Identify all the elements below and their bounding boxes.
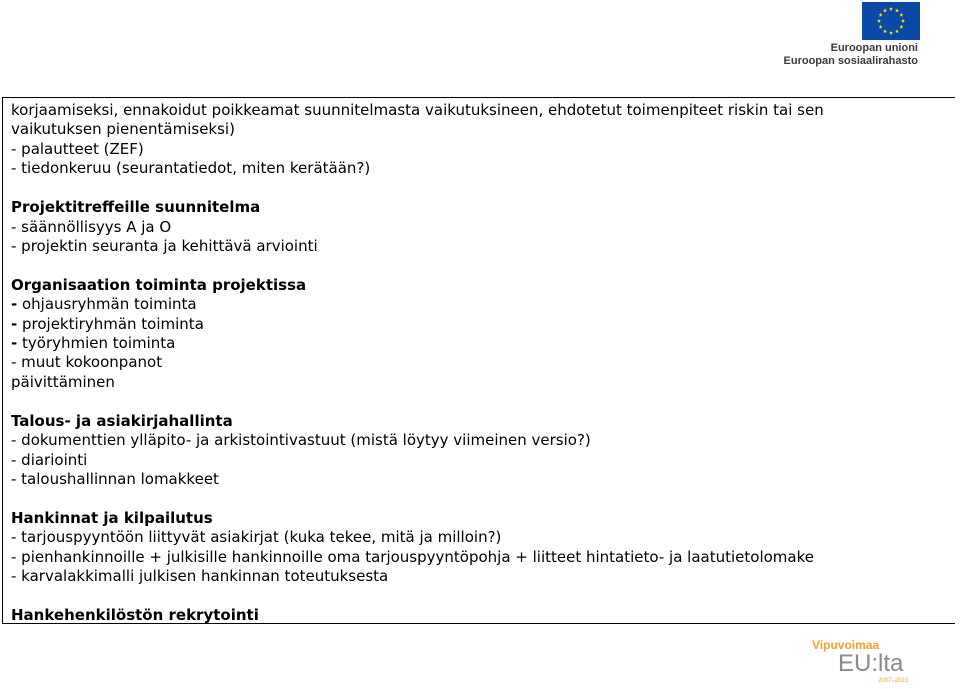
organisaatio-item-5 xyxy=(11,373,946,392)
hankinnat-heading: Hankinnat ja kilpailutus xyxy=(11,509,213,528)
eu-logo-text xyxy=(784,42,918,68)
eu-logo-line1: Euroopan unioni xyxy=(830,42,918,54)
organisaatio-item-1-text: ohjausryhmän toiminta xyxy=(17,295,197,314)
intro-line-4: - tiedonkeruu (seurantatiedot, miten kerätään?) xyxy=(11,159,371,178)
organisaatio-item-3-text: työryhmien toiminta xyxy=(17,334,176,353)
organisaatio-item-3-dash: - xyxy=(11,334,18,353)
talous-item-2: - diariointi xyxy=(11,450,88,469)
intro-line-2: vaikutuksen pienentämiseksi) xyxy=(11,120,235,139)
vipuvoimaa-logo xyxy=(808,638,918,686)
eu-logo-line2: Euroopan sosiaalirahasto xyxy=(783,55,918,67)
intro-line-1: korjaamiseksi, ennakoidut poikkeamat suunnitelmasta vaikutuksineen, ehdotetut toimenpiteet riskin tai sen xyxy=(11,101,824,119)
vipuvoimaa-main-text: EU:lta xyxy=(838,650,904,677)
organisaatio-heading: Organisaation toiminta projektissa xyxy=(11,275,307,294)
eu-flag-logo xyxy=(862,2,920,40)
organisaatio-item-1-dash: - xyxy=(11,295,18,314)
projektitreffeille-item-1: - säännöllisyys A ja O xyxy=(11,217,172,236)
talous-heading: Talous- ja asiakirjahallinta xyxy=(11,411,233,430)
organisaatio-item-5-text: päivittäminen xyxy=(11,372,115,391)
content-box xyxy=(2,97,955,624)
document-text xyxy=(11,101,946,626)
vipuvoimaa-top-text: Vipuvoimaa xyxy=(812,638,880,652)
hankinnat-item-3: - karvalakkimalli julkisen hankinnan toteutuksesta xyxy=(11,567,389,586)
organisaatio-item-3 xyxy=(11,334,946,353)
vipuvoimaa-years-text: 2007–2013 xyxy=(878,678,909,684)
organisaatio-item-4 xyxy=(11,353,946,372)
intro-line-3: - palautteet (ZEF) xyxy=(11,139,144,158)
organisaatio-item-4-text: - muut kokoonpanot xyxy=(11,353,163,372)
hankinnat-item-1: - tarjouspyyntöön liittyvät asiakirjat (kuka tekee, mitä ja milloin?) xyxy=(11,528,502,547)
organisaatio-item-2-dash: - xyxy=(11,314,18,333)
organisaatio-item-1 xyxy=(11,295,946,314)
talous-item-1: - dokumenttien ylläpito- ja arkistointivastuut (mistä löytyy viimeinen versio?) xyxy=(11,431,591,450)
rekrytointi-heading: Hankehenkilöstön rekrytointi xyxy=(11,606,259,625)
eu-flag-icon xyxy=(862,2,920,40)
projektitreffeille-item-2: - projektin seuranta ja kehittävä arviointi xyxy=(11,236,318,255)
organisaatio-item-2-text: projektiryhmän toiminta xyxy=(17,314,204,333)
organisaatio-item-2 xyxy=(11,315,946,334)
talous-item-3: - taloushallinnan lomakkeet xyxy=(11,470,219,489)
hankinnat-item-2: - pienhankinnoille + julkisille hankinnoille oma tarjouspyyntöpohja + liitteet hintatieto- ja laatutietolomake xyxy=(11,547,814,566)
projektitreffeille-heading: Projektitreffeille suunnitelma xyxy=(11,198,261,217)
